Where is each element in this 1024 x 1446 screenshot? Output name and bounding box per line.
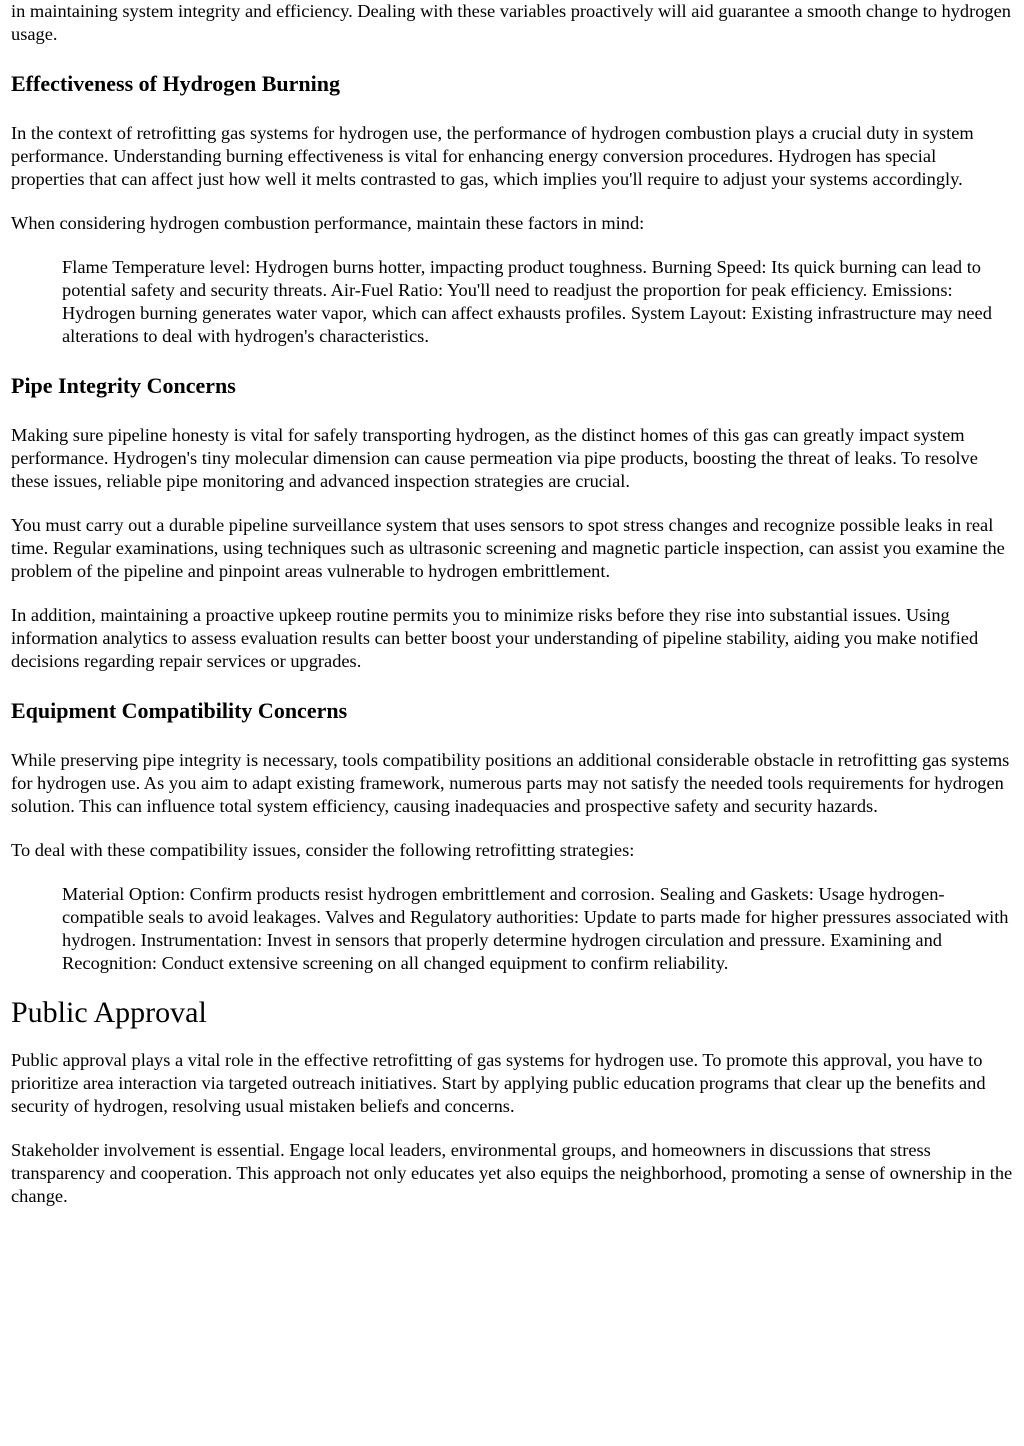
section-heading-hydrogen-burning: Effectiveness of Hydrogen Burning (11, 71, 340, 96)
paragraph: In addition, maintaining a proactive upkeep routine permits you to minimize risks before they rise into substantial issues. Using information analytics to assess evaluation results can better boost your understanding of pipeline stability, aiding you make notified decisions regarding repair services or upgrades. (11, 605, 979, 671)
section-heading-public-approval: Public Approval (11, 996, 207, 1029)
paragraph: You must carry out a durable pipeline surveillance system that uses sensors to spot stress changes and recognize possible leaks in real time. Regular examinations, using techniques such as ultrasonic screening and magnetic particle inspection, can assist you examine the problem of the pipeline and pinpoint areas vulnerable to hydrogen embrittlement. (11, 515, 1005, 581)
section-heading-equipment-compatibility: Equipment Compatibility Concerns (11, 698, 348, 723)
paragraph: Public approval plays a vital role in the effective retrofitting of gas systems for hydrogen use. To promote this approval, you have to prioritize area interaction via targeted outreach initiatives. Start by applying public education programs that clear up the benefits and security of hydrogen, resolving usual mistaken beliefs and concerns. (11, 1050, 986, 1116)
paragraph: To deal with these compatibility issues, consider the following retrofitting strategies: (11, 840, 635, 860)
paragraph: When considering hydrogen combustion performance, maintain these factors in mind: (11, 213, 645, 233)
paragraph: While preserving pipe integrity is necessary, tools compatibility positions an additional considerable obstacle in retrofitting gas systems for hydrogen use. As you aim to adapt existing framework, numerous parts may not satisfy the needed tools requirements for hydrogen solution. This can influence total system efficiency, causing inadequacies and prospective safety and security hazards. (11, 750, 1010, 816)
strategies-list: Material Option: Confirm products resist hydrogen embrittlement and corrosion. Sealing and Gaskets: Usage hydrogen-compatible seals to avoid leakages. Valves and Regulatory authorities: Update to parts made for higher pressures associated with hydrogen. Instrumentation: Invest in sensors that properly determine hydrogen circulation and pressure. Examining and Recognition: Conduct extensive screening on all changed equipment to confirm reliability. (62, 884, 1009, 973)
paragraph: In the context of retrofitting gas systems for hydrogen use, the performance of hydrogen combustion plays a crucial duty in system performance. Understanding burning effectiveness is vital for enhancing energy conversion procedures. Hydrogen has special properties that can affect just how well it melts contrasted to gas, which implies you'll require to adjust your systems accordingly. (11, 123, 974, 189)
paragraph: Making sure pipeline honesty is vital for safely transporting hydrogen, as the distinct homes of this gas can greatly impact system performance. Hydrogen's tiny molecular dimension can cause permeation via pipe products, boosting the threat of leaks. To resolve these issues, reliable pipe monitoring and advanced inspection strategies are crucial. (11, 425, 978, 491)
paragraph: Stakeholder involvement is essential. Engage local leaders, environmental groups, and homeowners in discussions that stress transparency and cooperation. This approach not only educates yet also equips the neighborhood, promoting a sense of ownership in the change. (11, 1140, 1013, 1206)
section-heading-pipe-integrity: Pipe Integrity Concerns (11, 373, 236, 398)
factors-list: Flame Temperature level: Hydrogen burns hotter, impacting product toughness. Burning Speed: Its quick burning can lead to potential safety and security threats. Air-Fuel Ratio: You'll need to readjust the proportion for peak efficiency. Emissions: Hydrogen burning generates water vapor, which can affect exhausts profiles. System Layout: Existing infrastructure may need alterations to deal with hydrogen's characteristics. (62, 257, 992, 346)
intro-paragraph: in maintaining system integrity and efficiency. Dealing with these variables proactively will aid guarantee a smooth change to hydrogen usage. (11, 1, 1011, 44)
